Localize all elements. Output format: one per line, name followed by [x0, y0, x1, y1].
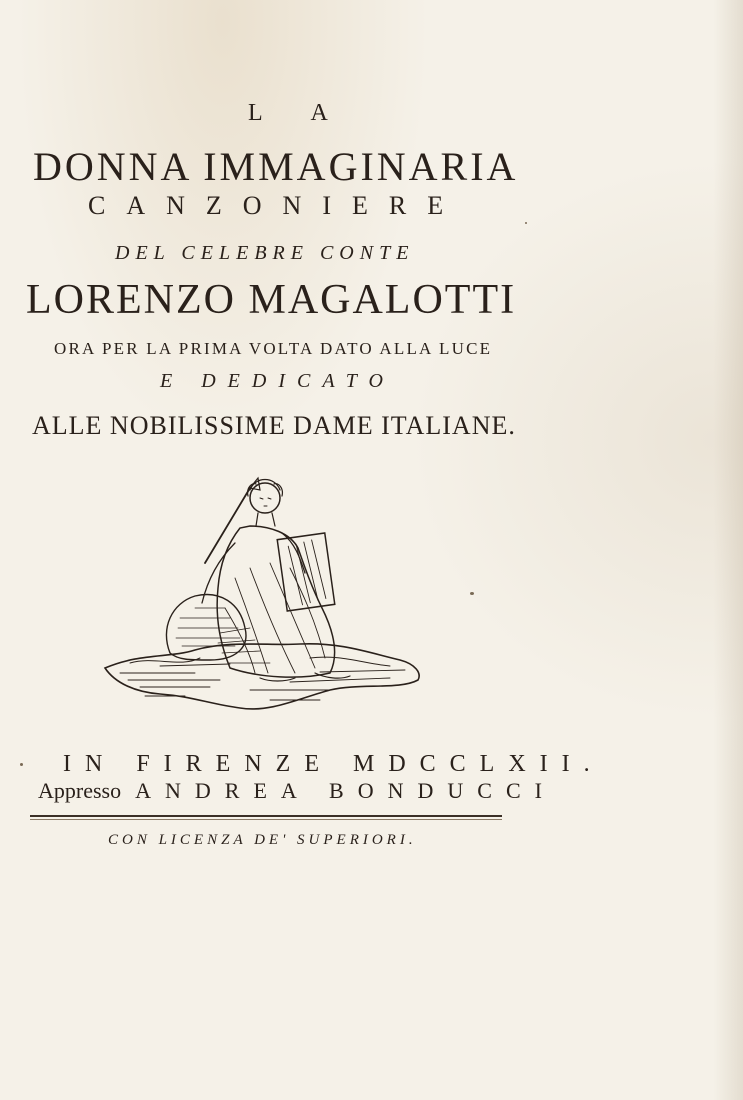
imprint-publisher-prefix: Appresso	[38, 778, 122, 803]
imprint-publisher-line	[38, 778, 556, 804]
title-article: L A	[248, 100, 350, 126]
dedication: ALLE NOBILISSIME DAME ITALIANE.	[32, 411, 516, 440]
publication-note: ORA PER LA PRIMA VOLTA DATO ALLA LUCE	[54, 339, 493, 358]
dedication-intro: E DEDICATO	[160, 370, 395, 392]
paper-speck	[525, 222, 527, 224]
imprint-rule	[30, 815, 502, 817]
subtitle: CANZONIERE	[88, 191, 465, 220]
author-name: LORENZO MAGALOTTI	[26, 277, 517, 323]
imprint-rule-thin	[30, 819, 502, 820]
paper-speck	[470, 592, 474, 595]
imprint-publisher: ANDREA BONDUCCI	[135, 778, 556, 803]
author-intro: DEL CELEBRE CONTE	[115, 242, 415, 264]
main-title: DONNA IMMAGINARIA	[33, 144, 519, 189]
paper-speck	[20, 763, 23, 766]
license-note: CON LICENZA DE' SUPERIORI.	[108, 832, 417, 848]
muse-vignette-icon	[100, 468, 425, 723]
imprint-place: IN FIRENZE MDCCLXII.	[63, 751, 604, 777]
